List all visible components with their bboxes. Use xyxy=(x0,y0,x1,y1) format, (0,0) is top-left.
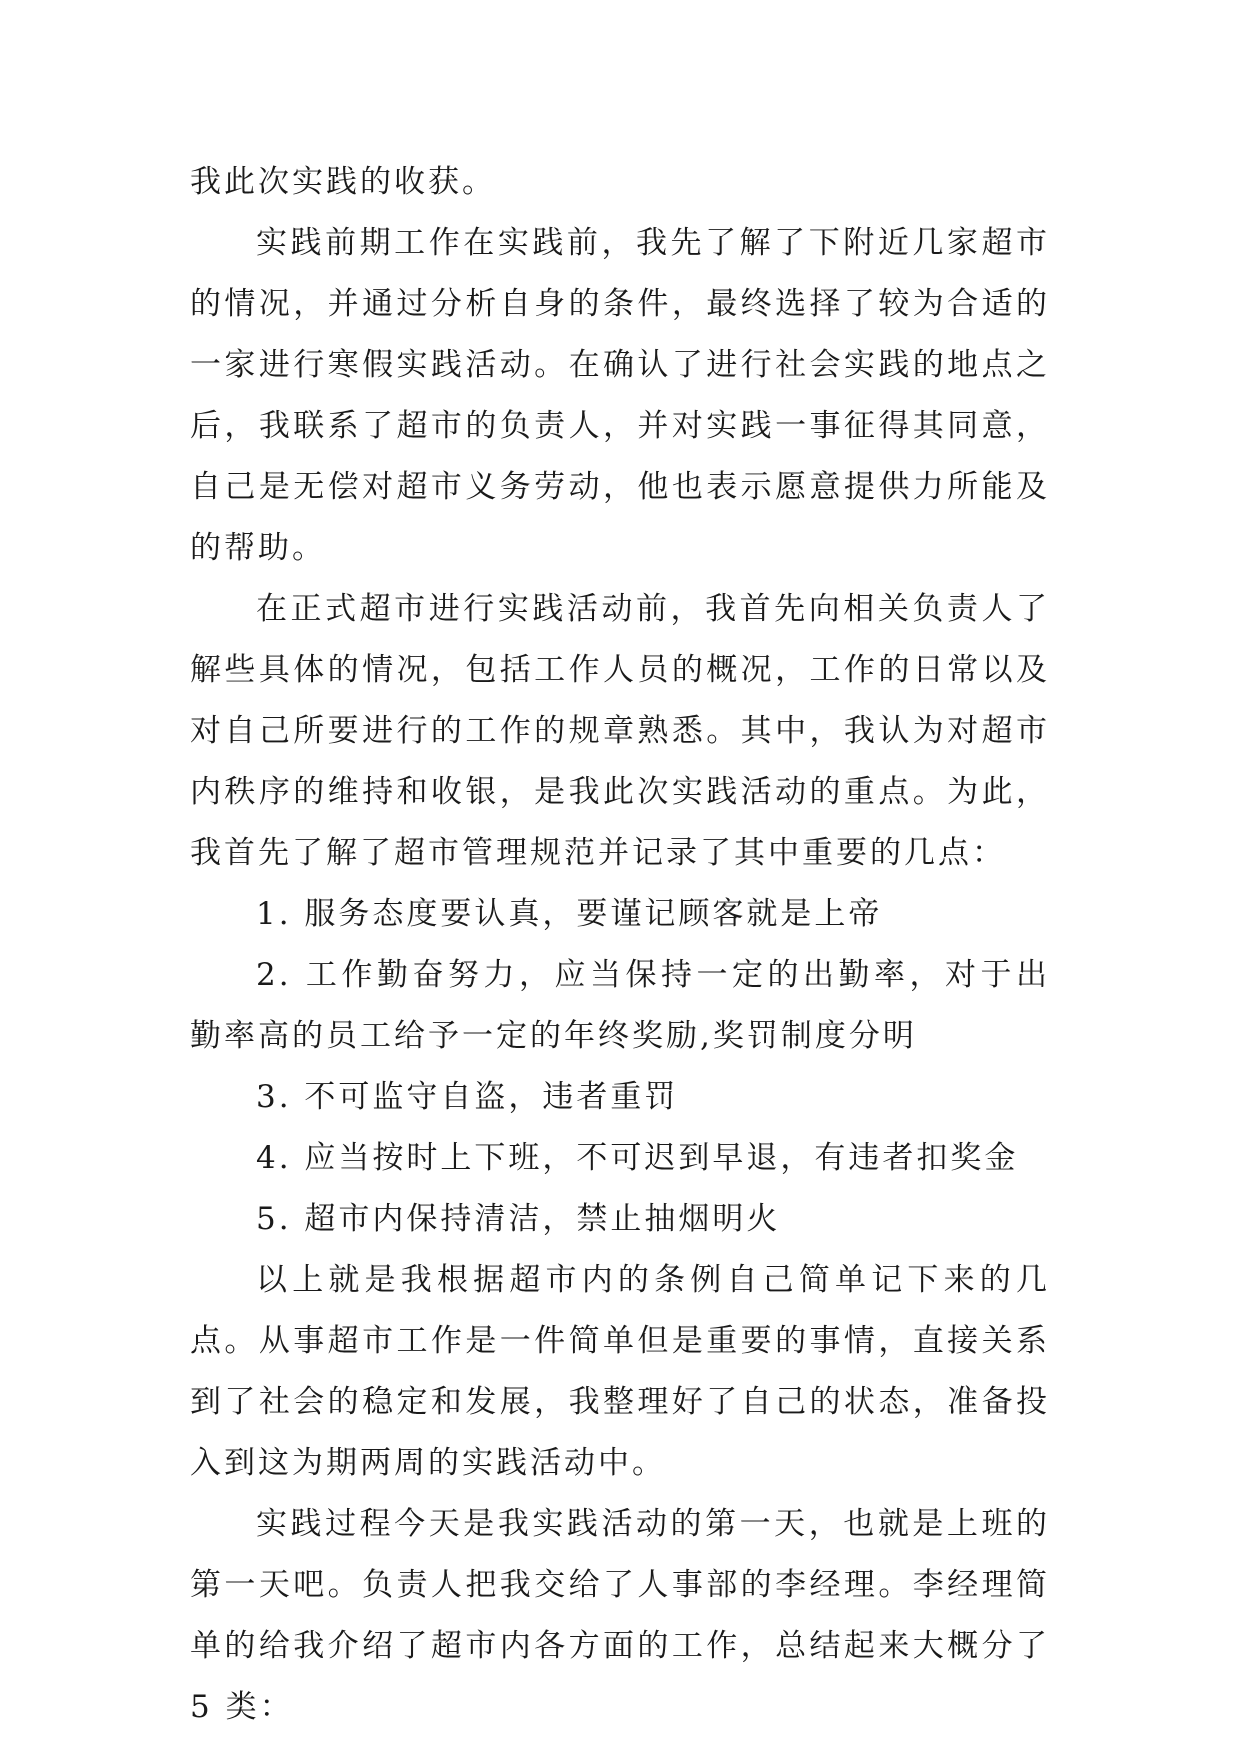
paragraph: 我此次实践的收获。 xyxy=(190,164,496,200)
list-item: 1. 服务态度要认真，要谨记顾客就是上帝 xyxy=(256,896,883,932)
list-item: 3. 不可监守自盗，违者重罚 xyxy=(256,1079,679,1115)
list-item: 2. 工作勤奋努力，应当保持一定的出勤率，对于出勤率高的员工给予一定的年终奖励,奖罚制度分明 xyxy=(190,957,1050,1054)
paragraph: 实践前期工作在实践前，我先了解了下附近几家超市的情况，并通过分析自身的条件，最终选择了较为合适的一家进行寒假实践活动。在确认了进行社会实践的地点之后，我联系了超市的负责人，并对实践一事征得其同意，自己是无偿对超市义务劳动，他也表示愿意提供力所能及的帮助。 xyxy=(190,225,1050,566)
list-item: 4. 应当按时上下班，不可迟到早退，有违者扣奖金 xyxy=(256,1140,1019,1176)
paragraph: 以上就是我根据超市内的条例自己简单记下来的几点。从事超市工作是一件简单但是重要的事情，直接关系到了社会的稳定和发展，我整理好了自己的状态，准备投入到这为期两周的实践活动中。 xyxy=(190,1262,1050,1481)
document-body xyxy=(190,152,1050,1738)
paragraph: 在正式超市进行实践活动前，我首先向相关负责人了解些具体的情况，包括工作人员的概况，工作的日常以及对自己所要进行的工作的规章熟悉。其中，我认为对超市内秩序的维持和收银，是我此次实践活动的重点。为此，我首先了解了超市管理规范并记录了其中重要的几点： xyxy=(190,591,1050,871)
paragraph: 实践过程今天是我实践活动的第一天，也就是上班的第一天吧。负责人把我交给了人事部的李经理。李经理简单的给我介绍了超市内各方面的工作，总结起来大概分了 5 类： xyxy=(190,1506,1050,1725)
list-item: 5. 超市内保持清洁，禁止抽烟明火 xyxy=(256,1201,781,1237)
